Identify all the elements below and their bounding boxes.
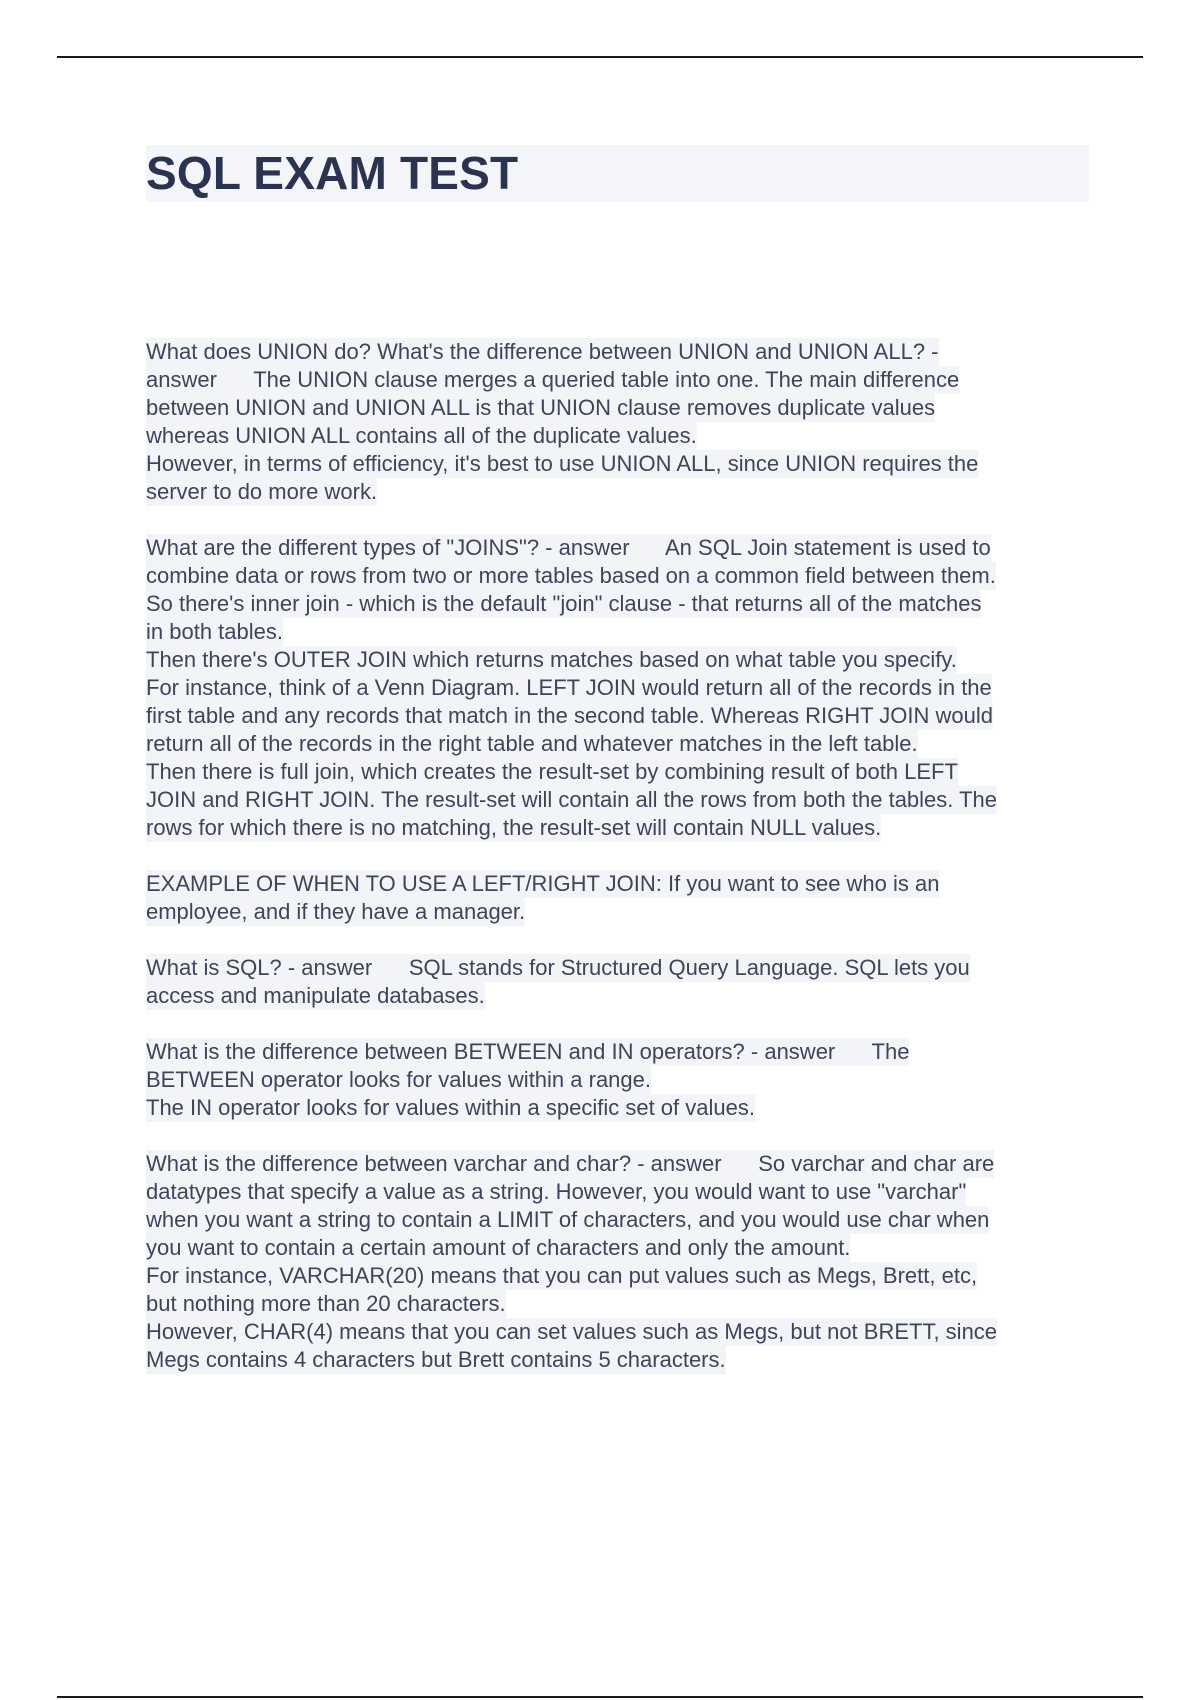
text-line: What is the difference between BETWEEN and IN operators? - answer The bbox=[146, 1039, 910, 1064]
text-line: BETWEEN operator looks for values within a range. bbox=[146, 1067, 652, 1092]
text-line: in both tables. bbox=[146, 619, 283, 644]
text-line: answer The UNION clause merges a queried table into one. The main difference bbox=[146, 367, 960, 392]
text-line: first table and any records that match in the second table. Whereas RIGHT JOIN would bbox=[146, 703, 993, 728]
text-line: However, CHAR(4) means that you can set values such as Megs, but not BRETT, since bbox=[146, 1319, 998, 1344]
text-line: when you want a string to contain a LIMIT of characters, and you would use char when bbox=[146, 1207, 990, 1232]
text-line: you want to contain a certain amount of characters and only the amount. bbox=[146, 1235, 851, 1260]
text-line: Megs contains 4 characters but Brett contains 5 characters. bbox=[146, 1347, 726, 1372]
qa-between-in bbox=[146, 1038, 1096, 1122]
text-line: employee, and if they have a manager. bbox=[146, 899, 526, 924]
text-line: but nothing more than 20 characters. bbox=[146, 1291, 506, 1316]
qa-varchar-char bbox=[146, 1150, 1096, 1374]
text-line: What is SQL? - answer SQL stands for Structured Query Language. SQL lets you bbox=[146, 955, 970, 980]
text-line: However, in terms of efficiency, it's best to use UNION ALL, since UNION requires the bbox=[146, 451, 979, 476]
text-line: server to do more work. bbox=[146, 479, 378, 504]
text-line: For instance, VARCHAR(20) means that you can put values such as Megs, Brett, etc, bbox=[146, 1263, 978, 1288]
text-line: between UNION and UNION ALL is that UNION clause removes duplicate values bbox=[146, 395, 936, 420]
text-line: rows for which there is no matching, the result-set will contain NULL values. bbox=[146, 815, 882, 840]
text-line: For instance, think of a Venn Diagram. LEFT JOIN would return all of the records in the bbox=[146, 675, 992, 700]
text-line: What does UNION do? What's the difference between UNION and UNION ALL? - bbox=[146, 339, 939, 364]
text-line: combine data or rows from two or more tables based on a common field between them. bbox=[146, 563, 996, 588]
text-line: whereas UNION ALL contains all of the duplicate values. bbox=[146, 423, 697, 448]
text-line: access and manipulate databases. bbox=[146, 983, 485, 1008]
page-title: SQL EXAM TEST bbox=[146, 147, 519, 199]
header-rule bbox=[57, 56, 1143, 58]
text-line: So there's inner join - which is the default "join" clause - that returns all of the matches bbox=[146, 591, 982, 616]
text-line: return all of the records in the right table and whatever matches in the left table. bbox=[146, 731, 918, 756]
text-line: JOIN and RIGHT JOIN. The result-set will contain all the rows from both the tables. The bbox=[146, 787, 998, 812]
footer-rule bbox=[57, 1696, 1143, 1698]
text-line: The IN operator looks for values within a specific set of values. bbox=[146, 1095, 755, 1120]
qa-union bbox=[146, 338, 1096, 506]
text-line: datatypes that specify a value as a string. However, you would want to use "varchar" bbox=[146, 1179, 967, 1204]
text-line: Then there is full join, which creates the result-set by combining result of both LEFT bbox=[146, 759, 958, 784]
qa-joins bbox=[146, 534, 1096, 842]
document-body bbox=[146, 338, 1096, 1402]
qa-what-is-sql bbox=[146, 954, 1096, 1010]
text-line: What is the difference between varchar and char? - answer So varchar and char are bbox=[146, 1151, 995, 1176]
text-line: Then there's OUTER JOIN which returns matches based on what table you specify. bbox=[146, 647, 957, 672]
qa-join-example bbox=[146, 870, 1096, 926]
text-line: EXAMPLE OF WHEN TO USE A LEFT/RIGHT JOIN: If you want to see who is an bbox=[146, 871, 940, 896]
text-line: What are the different types of "JOINS"? - answer An SQL Join statement is used to bbox=[146, 535, 991, 560]
